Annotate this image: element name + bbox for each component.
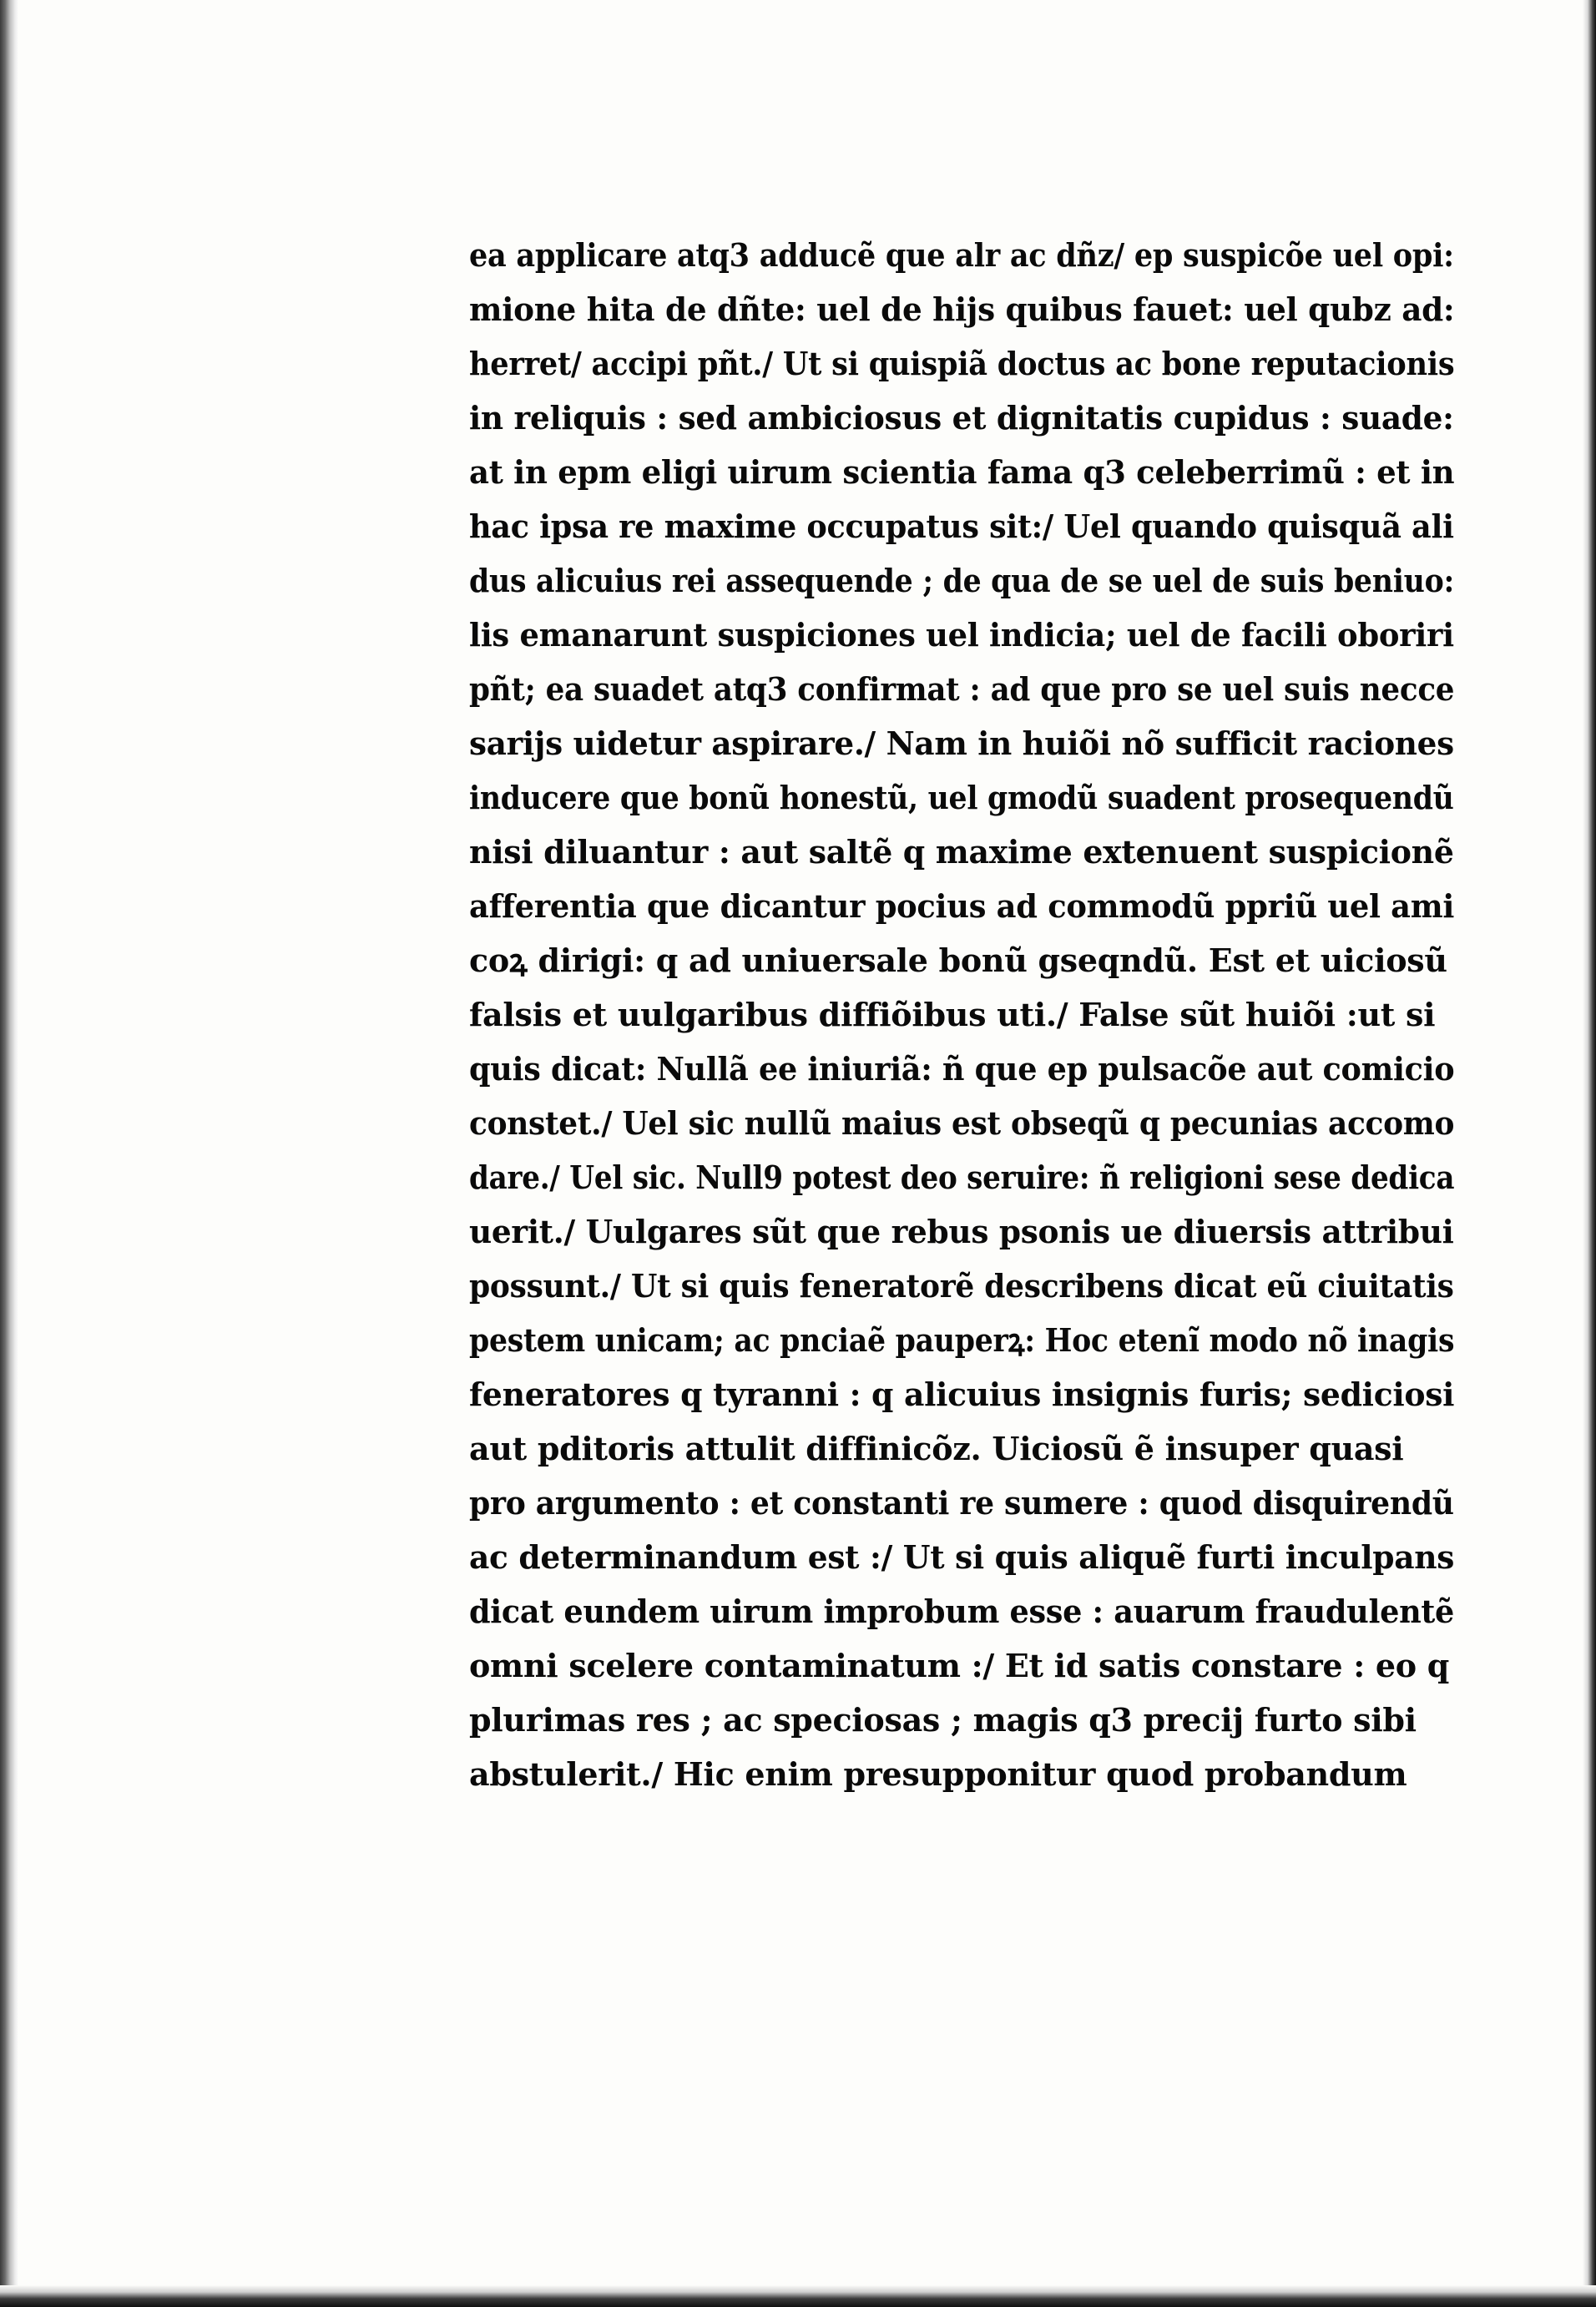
text-line: falsis et uulgaribus diffiõibus uti./ False sũt huiõi :ut si [469,996,1436,1033]
text-line: lis emanarunt suspiciones uel indicia; uel de facili oboriri [469,616,1454,654]
text-line: nisi diluantur : aut saltẽ q maxime extenuent suspicionẽ [469,833,1454,871]
text-line: pestem unicam; ac pnciaẽ pauperꝝ: Hoc etenĩ modo nõ inagis [469,1321,1455,1359]
text-line: dicat eundem uirum improbum esse : auarum fraudulentẽ [469,1593,1455,1630]
page-edge-bottom [0,2285,1596,2307]
text-line: at in epm eligi uirum scientia fama q3 celeberrimũ : et in [469,453,1455,491]
text-line: sarijs uidetur aspirare./ Nam in huiõi nõ sufficit raciones [469,724,1454,762]
text-line: inducere que bonũ honestũ, uel gmodũ suadent prosequendũ [469,779,1454,816]
text-line: in reliquis : sed ambiciosus et dignitatis cupidus : suade: [469,399,1454,437]
text-line: quis dicat: Nullã ee iniuriã: ñ que ep pulsacõe aut comicio [469,1050,1455,1088]
blackletter-text-block [469,230,1454,1799]
text-line: ea applicare atq3 adducẽ que alr ac dñz/ ep suspicõe uel opi: [469,236,1454,274]
text-line: coꝝ dirigi: q ad uniuersale bonũ gseqndũ. Est et uiciosũ [469,941,1447,979]
text-line: possunt./ Ut si quis feneratorẽ describens dicat eũ ciuitatis [469,1267,1454,1305]
text-line: mione hita de dñte: uel de hijs quibus fauet: uel qubz ad: [469,290,1455,328]
text-line: hac ipsa re maxime occupatus sit:/ Uel quando quisquã ali [469,507,1454,545]
text-line: pñt; ea suadet atq3 confirmat : ad que pro se uel suis necce [469,670,1455,708]
text-line: constet./ Uel sic nullũ maius est obseqũ q pecunias accomo [469,1104,1455,1142]
text-line: ac determinandum est :/ Ut si quis aliquẽ furti inculpans [469,1538,1455,1576]
text-line: aut pditoris attulit diffinicõz. Uiciosũ ẽ insuper quasi [469,1430,1404,1467]
text-line: omni scelere contaminatum :/ Et id satis constare : eo q [469,1647,1450,1684]
text-line: dus alicuius rei assequende ; de qua de se uel de suis beniuo: [469,562,1454,599]
text-line: abstulerit./ Hic enim presupponitur quod probandum [469,1755,1407,1793]
text-line: plurimas res ; ac speciosas ; magis q3 precij furto sibi [469,1701,1417,1739]
text-line: dare./ Uel sic. Null9 potest deo seruire: ñ religioni sese dedica [469,1159,1455,1196]
text-line: herret/ accipi pñt./ Ut si quispiã doctus ac bone reputacionis [469,345,1455,382]
page-edge-right [1583,0,1596,2307]
binding-gutter-shadow [0,0,18,2307]
text-line: pro argumento : et constanti re sumere : quod disquirendũ [469,1484,1454,1522]
text-line: feneratores q tyranni : q alicuius insignis furis; sediciosi [469,1376,1455,1413]
text-line: afferentia que dicantur pocius ad commodũ ppriũ uel ami [469,887,1455,925]
text-line: uerit./ Uulgares sũt que rebus psonis ue diuersis attribui [469,1213,1454,1250]
